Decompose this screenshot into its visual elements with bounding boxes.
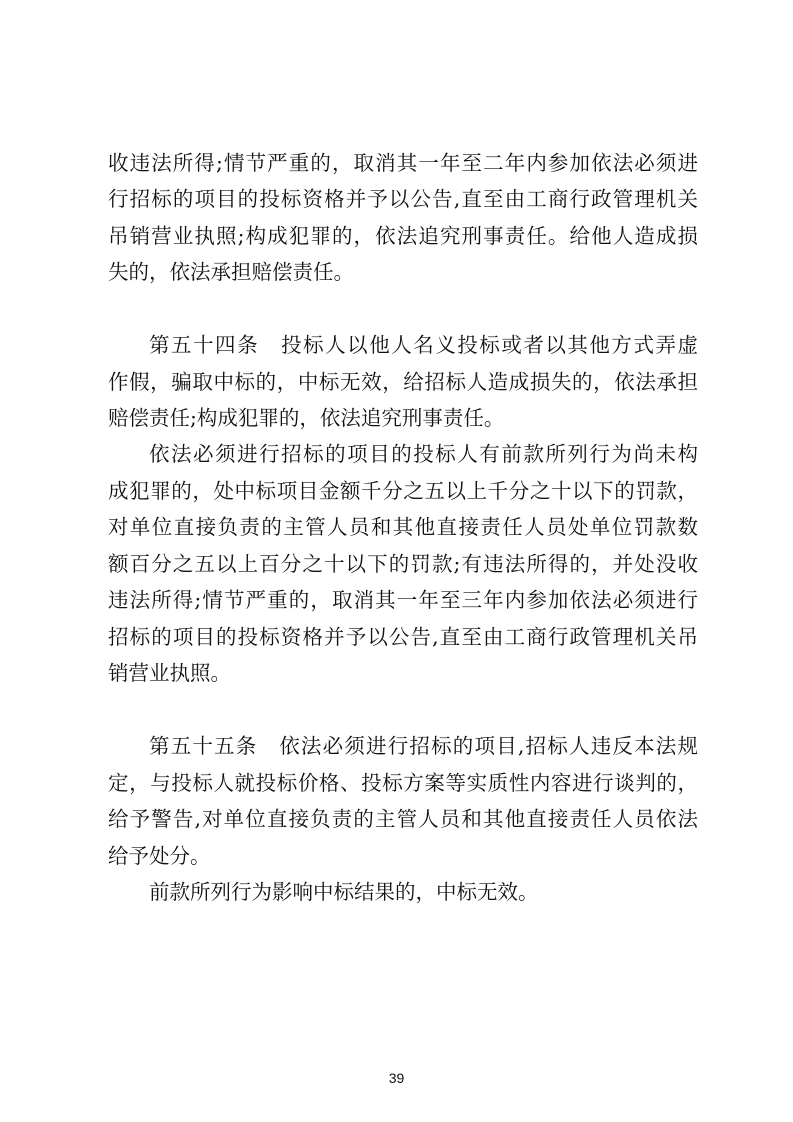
paragraph-1-line-2: 行招标的项目的投标资格并予以公告,直至由工商行政管理机关: [108, 187, 698, 211]
page-number: 39: [388, 1070, 405, 1086]
article-55-line-2: 定，与投标人就投标价格、投标方案等实质性内容进行谈判的，: [108, 771, 698, 795]
article-54-line-1: 第五十四条 投标人以他人名义投标或者以其他方式弄虚: [149, 333, 698, 357]
paragraph-1-line-4: 失的，依法承担赔偿责任。: [108, 260, 354, 284]
paragraph-3-line-6: 招标的项目的投标资格并予以公告,直至由工商行政管理机关吊: [108, 625, 698, 649]
paragraph-3-line-2: 成犯罪的，处中标项目金额千分之五以上千分之十以下的罚款，: [108, 479, 698, 503]
paragraph-3-line-5: 违法所得;情节严重的，取消其一年至三年内参加依法必须进行: [108, 588, 698, 612]
paragraph-1-line-1: 收违法所得;情节严重的，取消其一年至二年内参加依法必须进: [108, 151, 698, 175]
paragraph-3-line-1: 依法必须进行招标的项目的投标人有前款所列行为尚未构: [149, 442, 698, 466]
paragraph-3-line-3: 对单位直接负责的主管人员和其他直接责任人员处单位罚款数: [108, 515, 698, 539]
article-54-line-2: 作假，骗取中标的，中标无效，给招标人造成损失的，依法承担: [108, 370, 698, 394]
paragraph-1-line-3: 吊销营业执照;构成犯罪的，依法追究刑事责任。给他人造成损: [108, 224, 698, 248]
article-55-line-1: 第五十五条 依法必须进行招标的项目,招标人违反本法规: [149, 734, 698, 758]
article-54-line-3: 赔偿责任;构成犯罪的，依法追究刑事责任。: [108, 406, 505, 430]
article-55-line-4: 给予处分。: [108, 844, 211, 868]
paragraph-3-line-4: 额百分之五以上百分之十以下的罚款;有违法所得的，并处没收: [108, 552, 698, 576]
paragraph-3-line-7: 销营业执照。: [108, 661, 231, 685]
paragraph-5-line-1: 前款所列行为影响中标结果的，中标无效。: [149, 880, 539, 904]
article-55-line-3: 给予警告,对单位直接负责的主管人员和其他直接责任人员依法: [108, 807, 698, 831]
